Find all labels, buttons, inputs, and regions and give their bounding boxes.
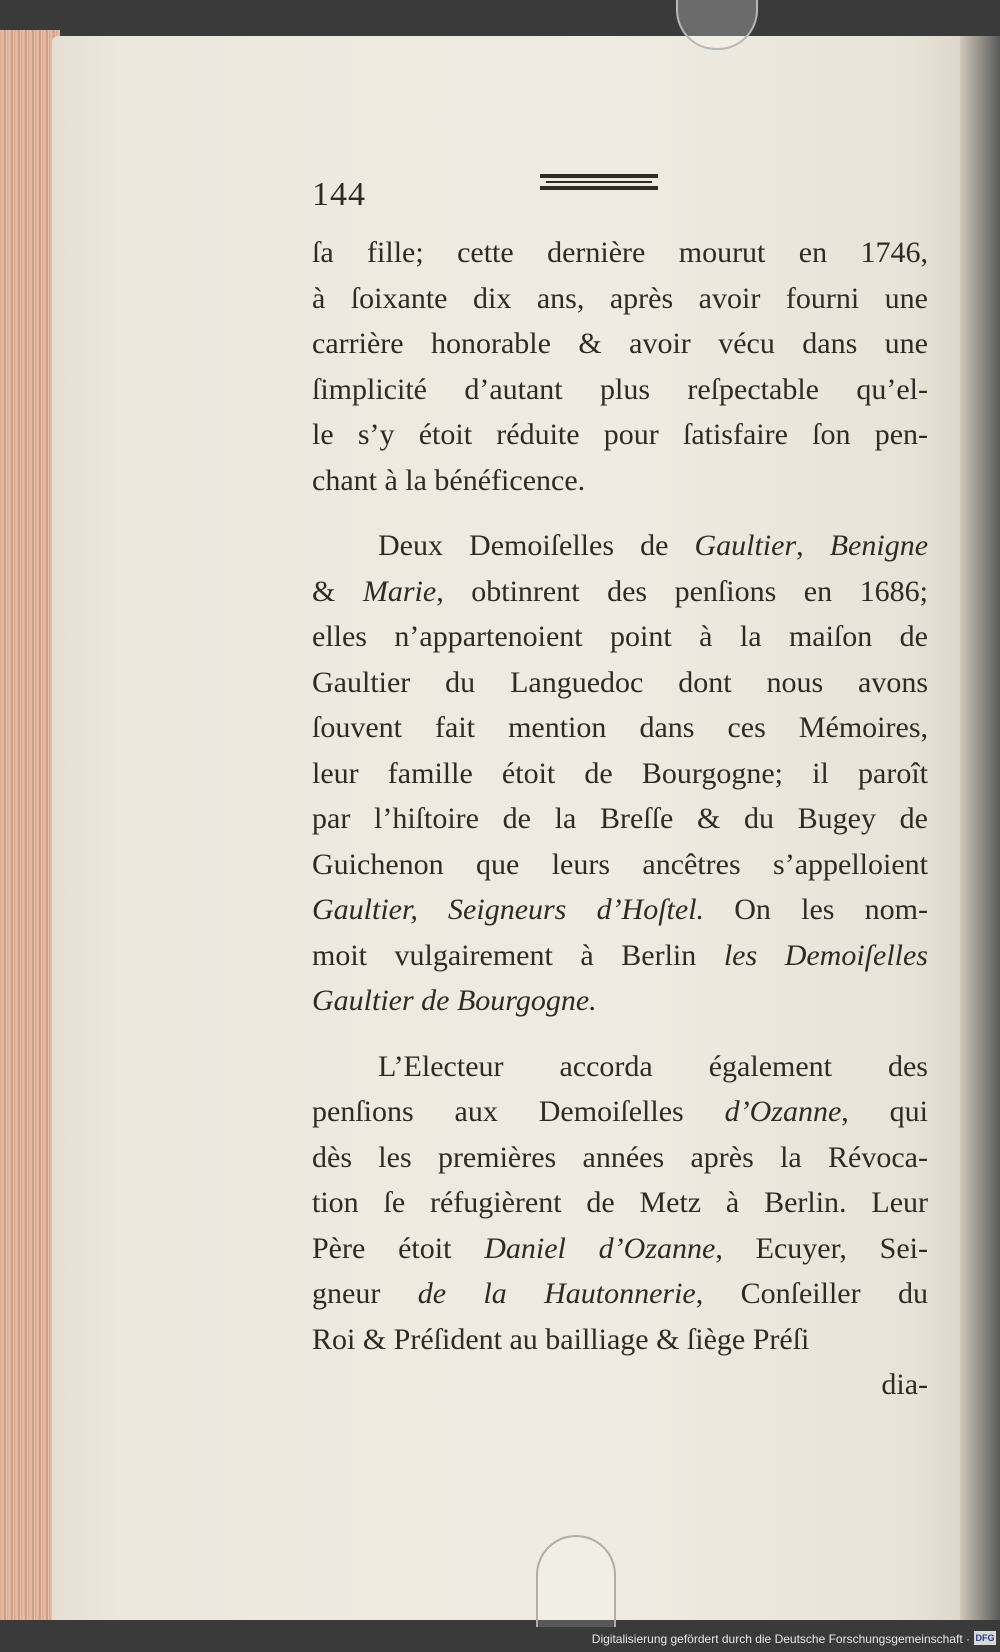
text-line <box>312 796 928 842</box>
book-page-edges <box>0 30 60 1620</box>
text-line <box>312 1226 928 1272</box>
italic-run: les Demoiſelles <box>723 938 928 972</box>
italic-run: Gaultier <box>694 529 797 562</box>
page-text <box>312 230 928 1408</box>
italic-run: de la Hautonnerie <box>417 1277 696 1310</box>
digitization-credit: Digitalisierung gefördert durch die Deutsche Forschungsgemeinschaft · <box>591 1632 970 1646</box>
text-run: , <box>796 529 830 562</box>
text-line <box>312 1180 928 1226</box>
text-run: Père étoit <box>312 1231 485 1265</box>
dfg-logo: DFG <box>975 1633 995 1643</box>
text-run: , Conſeiller du <box>695 1277 928 1310</box>
text-line <box>312 978 928 1024</box>
paragraph <box>312 1044 928 1363</box>
header-ornament <box>540 174 658 190</box>
text-line <box>312 660 928 706</box>
text-run: Roi & Préſident au bailliage & ſiège Préſi <box>312 1322 810 1356</box>
text-run: ſouvent fait mention dans ces Mémoires, <box>312 711 928 744</box>
paragraph-gap <box>312 1024 928 1044</box>
text-run: On les nom- <box>704 893 928 926</box>
text-run: & <box>312 574 363 608</box>
text-run: , Ecuyer, Sei- <box>715 1231 928 1265</box>
text-line: ſimplicité d’autant plus reſpectable qu’el- <box>312 372 928 406</box>
text-line <box>312 751 928 797</box>
italic-run: Marie <box>362 574 437 608</box>
scan-top-border <box>0 0 1000 40</box>
paragraph <box>312 230 928 503</box>
text-line <box>312 1317 928 1363</box>
text-line <box>312 523 928 569</box>
text-line: ſa fille; cette dernière mourut en 1746, <box>312 236 928 269</box>
text-line <box>312 1271 928 1317</box>
text-line <box>312 887 928 933</box>
italic-run: d’Ozanne <box>724 1095 842 1128</box>
book-clip-bottom <box>536 1535 616 1627</box>
text-run: moit vulgairement à Berlin <box>312 938 724 972</box>
text-run: par l’hiſtoire de la Breſſe & du Bugey de <box>312 802 928 835</box>
text-line: chant à la bénéficence. <box>312 463 586 497</box>
text-line: à ſoixante dix ans, après avoir fourni une <box>312 281 928 315</box>
text-run: Deux Demoiſelles de <box>378 529 695 562</box>
page-number: 144 <box>312 176 366 213</box>
text-line <box>312 1044 928 1090</box>
text-line <box>312 1135 928 1181</box>
text-line <box>312 614 928 660</box>
paragraph-gap <box>312 503 928 523</box>
text-run: gneur <box>312 1277 418 1310</box>
text-line <box>312 842 928 888</box>
text-run: Gaultier du Languedoc dont nous avons <box>312 665 928 699</box>
text-run: L’Electeur accorda également des <box>378 1049 928 1083</box>
text-run: , obtinrent des penſions en 1686; <box>436 574 928 608</box>
italic-run: Gaultier, Seigneurs d’Hoſtel. <box>312 893 705 926</box>
text-line: le s’y étoit réduite pour ſatisfaire ſon pen- <box>312 418 928 451</box>
page-gutter-shadow <box>960 36 1000 1626</box>
text-line <box>312 1089 928 1135</box>
text-run: , qui <box>841 1095 928 1128</box>
text-run: tion ſe réfugièrent de Metz à Berlin. Leur <box>312 1186 928 1219</box>
text-run: Guichenon que leurs ancêtres s’appelloient <box>312 847 928 881</box>
text-line: carrière honorable & avoir vécu dans une <box>312 327 928 360</box>
italic-run: Daniel d’Ozanne <box>484 1231 716 1265</box>
italic-run: Gaultier de Bourgogne. <box>312 984 597 1017</box>
text-run: elles n’appartenoient point à la maiſon de <box>312 620 928 653</box>
text-line <box>312 933 928 979</box>
catchword: dia- <box>881 1368 928 1401</box>
italic-run: Benigne <box>829 529 929 562</box>
text-run: dès les premières années après la Révoca- <box>312 1140 928 1174</box>
text-line <box>312 569 928 615</box>
text-line <box>312 705 928 751</box>
paragraph <box>312 523 928 1024</box>
text-run: leur famille étoit de Bourgogne; il paroît <box>312 756 928 790</box>
text-run: penſions aux Demoiſelles <box>312 1095 725 1128</box>
